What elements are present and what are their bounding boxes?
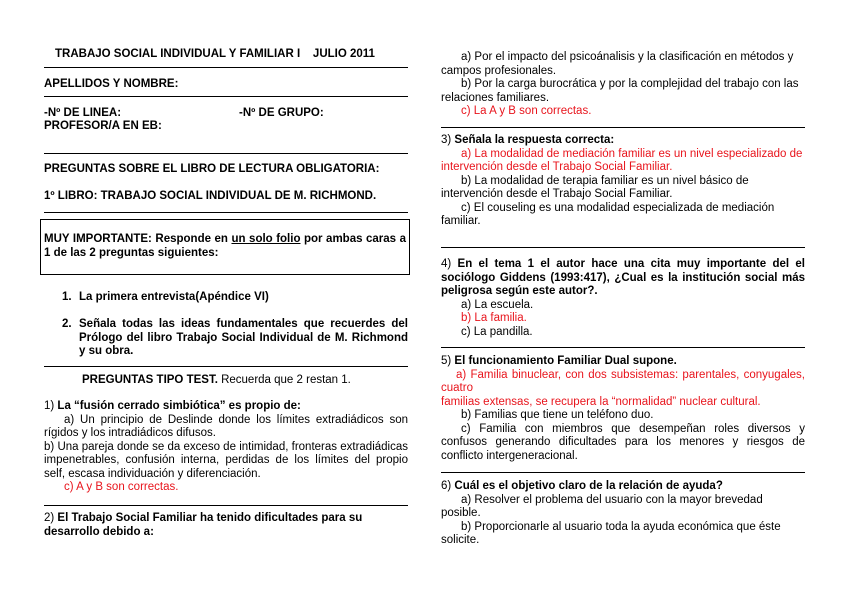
question-6: 6) Cuál es el objetivo claro de la relación de ayuda? a) Resolver el problema del usuario con la mayor brevedad posible. b) Proporcionarle al usuario toda la ayuda económica que éste solicite. — [441, 480, 805, 548]
q4-option-a: a) La escuela. — [461, 298, 534, 311]
question-4: 4) En el tema 1 el autor hace una cita muy importante del el sociólogo Giddens (1993:417), ¿Cual es la institución social más peligrosa según este autor?. a) La escuela. b) La familia. c) La pandilla. — [441, 258, 805, 338]
test-heading: PREGUNTAS TIPO TEST. Recuerda que 2 restan 1. — [82, 374, 351, 386]
q6-option-b: b) Proporcionarle al usuario toda la ayuda económica que éste solicite. — [441, 520, 781, 546]
essay-question: 2. Señala todas las ideas fundamentales que recuerdes del Prólogo del libro Trabajo Social Individual de M. Richmond y su obra. — [62, 318, 408, 357]
q3-option-a: a) La modalidad de mediación familiar es un nivel especializado de intervención desde el Trabajo Social Familiar. — [441, 147, 803, 173]
divider — [44, 212, 408, 213]
q1-option-a: a) Un principio de Deslinde donde los límites extradiádicos son rígidos y los intradiádicos difusos. — [44, 413, 408, 439]
reading-heading: PREGUNTAS SOBRE EL LIBRO DE LECTURA OBLIGATORIA: — [44, 163, 380, 175]
question-2: 2) El Trabajo Social Familiar ha tenido dificultades para su desarrollo debido a: — [44, 512, 363, 538]
q2-option-a: a) Por el impacto del psicoánalisis y la clasificación en métodos y campos profesionales. — [441, 51, 794, 77]
q4-option-c: c) La pandilla. — [461, 325, 533, 338]
divider — [44, 505, 408, 506]
q3-option-c: c) El couseling es una modalidad especializada de mediación familiar. — [441, 201, 775, 227]
q5-option-a: a) Familia binuclear, con dos subsistemas: parentales, conyugales, cuatro — [441, 368, 805, 394]
q1-option-b: b) Una pareja donde se da exceso de intimidad, fronteras extradiádicas impenetrables, confusión interna, perdidas de los límites del propio self, escasa individuación y diferenciación. — [44, 440, 408, 480]
essay-question: 1. La primera entrevista(Apéndice VI) — [62, 291, 269, 303]
divider — [44, 67, 408, 68]
divider — [441, 127, 805, 128]
q2-options — [441, 51, 805, 119]
question-3: 3) Señala la respuesta correcta: a) La modalidad de mediación familiar es un nivel especializado de intervención desde el Trabajo Social Familiar. b) La modalidad de terapia familiar es un nivel básico de intervención desde el Trabajo Social Familiar. c) El couseling es una modalidad especializada de mediación familiar. — [441, 134, 805, 229]
q3-option-b: b) La modalidad de terapia familiar es un nivel básico de intervención desde el Trabajo Social Familiar. — [441, 174, 749, 200]
q4-option-b: b) La familia. — [461, 312, 527, 324]
q5-option-a-cont: familias extensas, se recupera la “normalidad” nuclear cultural. — [441, 395, 761, 408]
group-number-label: -Nº DE GRUPO: — [239, 107, 324, 119]
divider — [44, 366, 408, 367]
divider — [441, 472, 805, 473]
q1-option-c: c) A y B son correctas. — [64, 481, 179, 493]
q5-option-c: c) Familia con miembros que desempeñan roles diversos y confusos generando dificultades para los menores y riesgos de conflicto intergeneracional. — [441, 422, 805, 462]
name-label: APELLIDOS Y NOMBRE: — [44, 78, 179, 90]
q2-option-b: b) Por la carga burocrática y por la complejidad del trabajo con las relaciones familiares. — [441, 78, 799, 104]
book-title: 1º LIBRO: TRABAJO SOCIAL INDIVIDUAL DE M. RICHMOND. — [44, 190, 377, 202]
q5-option-b: b) Familias que tiene un teléfono duo. — [461, 409, 654, 421]
q6-option-a: a) Resolver el problema del usuario con la mayor brevedad posible. — [441, 493, 763, 519]
page-title: TRABAJO SOCIAL INDIVIDUAL Y FAMILIAR I JULIO 2011 — [55, 48, 375, 60]
question-1: 1) La “fusión cerrado simbiótica” es propio de: a) Un principio de Deslinde donde los límites extradiádicos son rígidos y los intradiádicos difusos. b) Una pareja donde se da exceso de intimidad, fronteras extradiádicas impenetrables, confusión interna, perdidas de los límites del propio self, escasa individuación y diferenciación. c) A y B son correctas. — [44, 400, 408, 493]
divider — [441, 247, 805, 248]
teacher-label: PROFESOR/A EN EB: — [44, 120, 162, 132]
divider — [44, 153, 408, 154]
divider — [441, 347, 805, 348]
line-number-label: -Nº DE LINEA: — [44, 107, 122, 119]
important-note: MUY IMPORTANTE: Responde en un solo folio por ambas caras a 1 de las 2 preguntas siguientes: — [44, 233, 406, 259]
divider — [44, 96, 408, 97]
q2-option-c: c) La A y B son correctas. — [461, 105, 592, 117]
question-5: 5) El funcionamiento Familiar Dual supone. a) Familia binuclear, con dos subsistemas: parentales, conyugales, cuatro familias extensas, se recupera la “normalidad” nuclear cultural. b) Familias que tiene un teléfono duo. c) Familia con miembros que desempeñan roles diversos y confusos generando dificultades para los menores y riesgos de conflicto intergeneracional. — [441, 355, 805, 462]
